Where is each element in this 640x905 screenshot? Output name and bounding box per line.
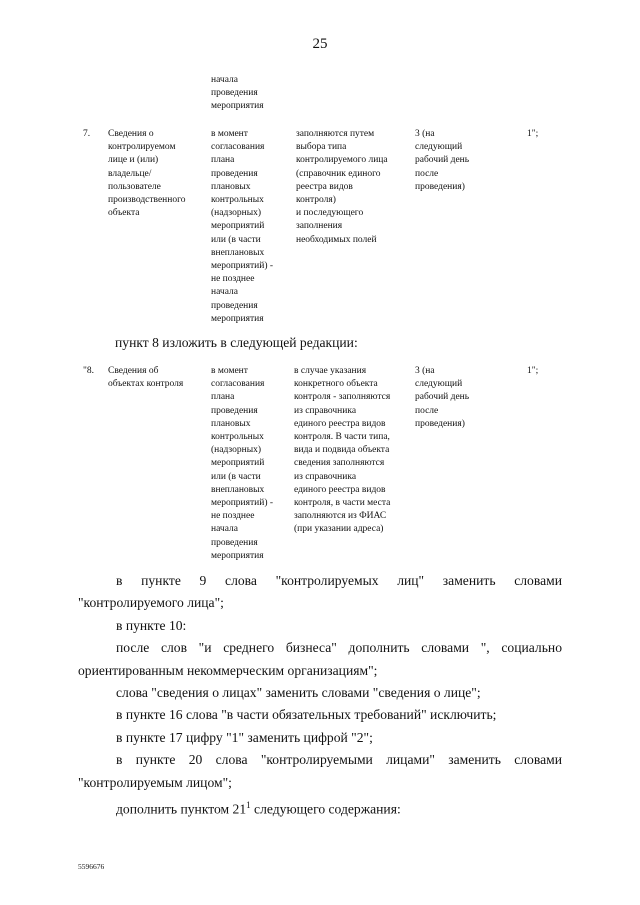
paragraph: в пункте 20 слова "контролируемыми лицами" заменить словами bbox=[116, 752, 562, 768]
table-cell-timing: в момент согласования плана проведения плановых контрольных (надзорных) мероприятий или (в части внеплановых мероприятий) - не позднее начала проведения мероприятия bbox=[211, 366, 274, 561]
table-cell-deadline: 3 (на следующий рабочий день после проведения) bbox=[415, 129, 470, 192]
paragraph: в пункте 17 цифру "1" заменить цифрой "2"; bbox=[116, 729, 373, 745]
table-cell-deadline: 3 (на следующий рабочий день после проведения) bbox=[415, 366, 470, 429]
paragraph: в пункте 10: bbox=[116, 617, 187, 633]
paragraph: ориентированным некоммерческим организациям"; bbox=[78, 662, 378, 678]
page-number: 25 bbox=[312, 36, 328, 52]
table-cell-name: Сведения о контролируемом лице и (или) владельце/ пользователе производственного объекта bbox=[108, 129, 186, 219]
amendment-text bbox=[78, 570, 562, 821]
paragraph: в пункте 9 слова "контролируемых лиц" заменить словами bbox=[116, 573, 562, 588]
paragraph-text: следующего содержания: bbox=[250, 801, 401, 817]
document-id: 5596676 bbox=[78, 862, 105, 871]
paragraph: "контролируемым лицом"; bbox=[78, 774, 232, 790]
paragraph-item21 bbox=[78, 794, 562, 821]
table-cell-timing: в момент согласования плана проведения плановых контрольных (надзорных) мероприятий или (в части внеплановых мероприятий) - не позднее начала проведения мероприятия bbox=[211, 129, 274, 324]
table-cell-number: 7. bbox=[83, 129, 91, 139]
superscript: 1 bbox=[246, 800, 251, 811]
table-cell-method: в случае указания конкретного объекта контроля - заполняются из справочника единого реестра видов контроля. В части типа, вида и подвида объекта сведения заполняются из справочника единого реестра видов контроля, в части места заполняются из ФИАС (при указании адреса) bbox=[294, 366, 391, 535]
paragraph: после слов "и среднего бизнеса" дополнить словами ", социально bbox=[116, 640, 562, 656]
table-cell-timing: начала проведения мероприятия bbox=[211, 75, 264, 112]
paragraph: слова "сведения о лицах" заменить словами "сведения о лице"; bbox=[116, 685, 481, 701]
table-cell-method: заполняются путем выбора типа контролируемого лица (справочник единого реестра видов контроля) и последующего заполнения необходимых полей bbox=[296, 129, 388, 245]
table-cell-end: 1"; bbox=[527, 129, 539, 139]
table-cell-end: 1"; bbox=[527, 366, 539, 376]
heading-item8: пункт 8 изложить в следующей редакции: bbox=[115, 335, 358, 350]
table-cell-name: Сведения об объектах контроля bbox=[108, 366, 184, 390]
paragraph: "контролируемого лица"; bbox=[78, 595, 224, 611]
paragraph-text: дополнить пунктом 21 bbox=[116, 801, 247, 817]
table-cell-number: "8. bbox=[83, 366, 95, 376]
paragraph: в пункте 16 слова "в части обязательных требований" исключить; bbox=[116, 707, 497, 723]
